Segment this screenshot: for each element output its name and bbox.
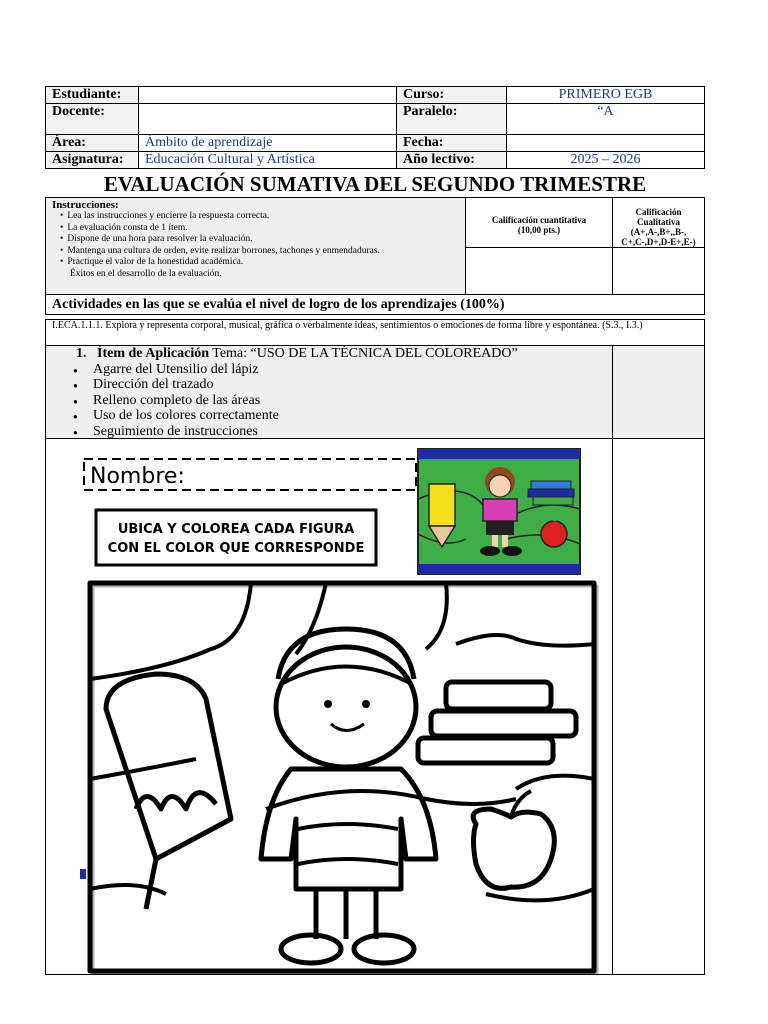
criterion: ● Seguimiento de instrucciones — [46, 424, 612, 440]
fecha-field[interactable] — [507, 135, 705, 152]
instruction-item: • Practique el valor de la honestidad académica. — [60, 257, 459, 269]
color-reference-image — [418, 449, 580, 574]
criterion: ● Relleno completo de las áreas — [46, 393, 612, 409]
criteria-list — [46, 362, 612, 440]
worksheet-instruction-box — [96, 510, 376, 565]
instructions-box — [45, 197, 466, 295]
item-topic: Tema: “USO DE LA TÉCNICA DEL COLOREADO” — [212, 346, 518, 361]
item-score-cell[interactable] — [612, 345, 705, 439]
curso-value: PRIMERO EGB — [507, 87, 705, 104]
activities-heading: Actividades en las que se evalúa el nivel de logro de los aprendizajes (100%) — [45, 294, 705, 315]
student-info-table — [45, 86, 705, 169]
instructions-closing: Éxitos en el desarrollo de la evaluación. — [70, 268, 222, 279]
qual-grade-label: Calificación Cualitativa — [635, 207, 682, 227]
qual-grade-field[interactable] — [612, 247, 705, 295]
docente-label: Docente: — [46, 104, 139, 135]
quant-grade-points: (10,00 pts.) — [517, 225, 561, 235]
item-label: Ítem de Aplicación — [97, 346, 209, 361]
fecha-label: Fecha: — [397, 135, 507, 152]
asignatura-label: Asignatura: — [46, 152, 139, 169]
quant-grade-header — [465, 197, 613, 248]
coloring-worksheet — [46, 439, 612, 974]
instructions-heading: Instrucciones: — [52, 199, 119, 211]
item-number: 1. — [76, 346, 87, 361]
area-label: Área: — [46, 135, 139, 152]
instruction-item: • Lea las instrucciones y encierre la respuesta correcta. — [60, 211, 459, 223]
worksheet-instruction-line-2: CON EL COLOR QUE CORRESPONDE — [107, 541, 365, 556]
indicator-text: I.ECA.1.1.1. Explora y representa corporal, musical, gráfica o verbalmente ideas, sentimientos o emociones de forma libre y espontánea. (S.3., I.3.) — [45, 319, 705, 346]
anio-lectivo-label: Año lectivo: — [397, 152, 507, 169]
criterion: ● Dirección del trazado — [46, 377, 612, 393]
qual-grade-header — [612, 197, 705, 248]
item-criteria-box — [45, 345, 613, 439]
criterion: ● Uso de los colores correctamente — [46, 408, 612, 424]
docente-field[interactable] — [139, 104, 397, 135]
area-value: Ámbito de aprendizaje — [139, 135, 397, 152]
qual-grade-scale: (A+,A-,B+,,B-, C+,C-,D+,D-E+,E-) — [621, 227, 696, 247]
asignatura-value: Educación Cultural y Artística — [139, 152, 397, 169]
quant-grade-label: Calificación cuantitativa — [491, 215, 587, 225]
item-heading — [46, 346, 612, 362]
worksheet-instruction-line-1: UBICA Y COLOREA CADA FIGURA — [117, 522, 355, 537]
instructions-list — [52, 211, 459, 269]
instruction-item: • Mantenga una cultura de orden, evite realizar borrones, tachones y enmendaduras. — [60, 246, 459, 258]
side-mark — [80, 869, 86, 879]
estudiante-field[interactable] — [139, 87, 397, 104]
quant-grade-field[interactable] — [465, 247, 613, 295]
paralelo-label: Paralelo: — [397, 104, 507, 135]
coloring-figure — [90, 583, 597, 974]
worksheet-score-cell[interactable] — [612, 438, 705, 975]
page-title: EVALUACIÓN SUMATIVA DEL SEGUNDO TRIMESTRE — [103, 172, 647, 196]
curso-label: Curso: — [397, 87, 507, 104]
criterion: ● Agarre del Utensilio del lápiz — [46, 362, 612, 378]
name-label: Nombre: — [90, 464, 185, 489]
instruction-item: • La evaluación consta de 1 ítem. — [60, 223, 459, 235]
estudiante-label: Estudiante: — [46, 87, 139, 104]
instruction-item: • Dispone de una hora para resolver la evaluación. — [60, 234, 459, 246]
anio-lectivo-value: 2025 – 2026 — [507, 152, 705, 169]
paralelo-value: “A — [507, 104, 705, 135]
